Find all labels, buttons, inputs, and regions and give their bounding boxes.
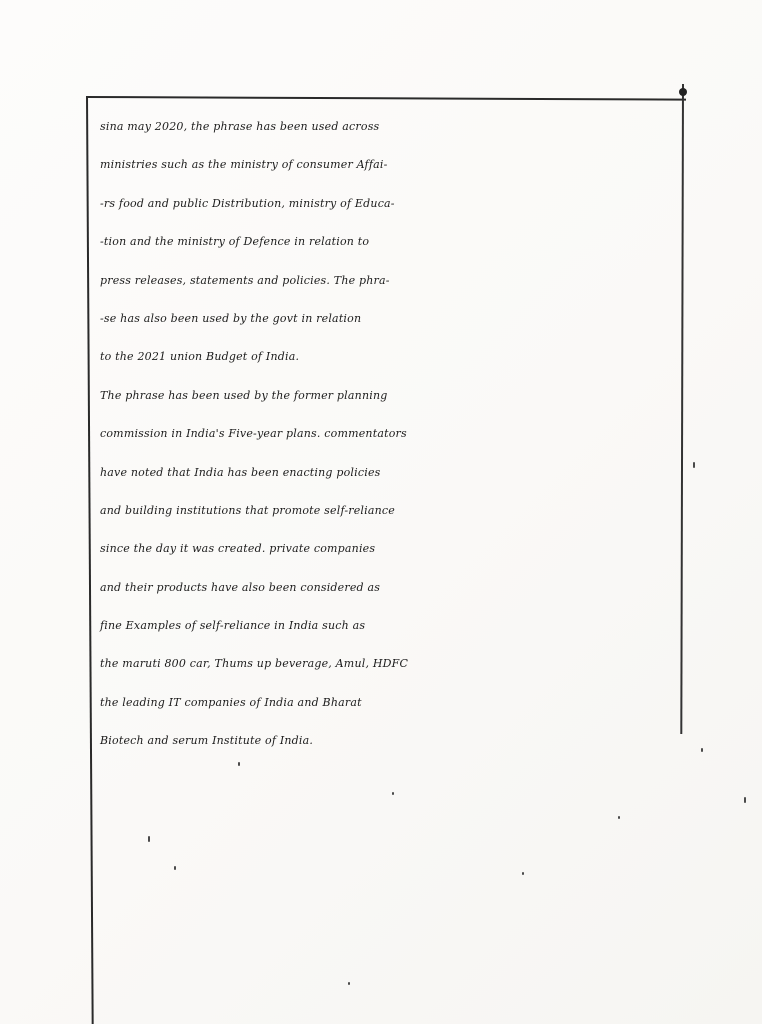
text-line: have noted that India has been enacting policies bbox=[100, 465, 381, 479]
text-line: and building institutions that promote self-reliance bbox=[100, 503, 395, 517]
ink-speck bbox=[744, 797, 746, 803]
text-line: to the 2021 union Budget of India. bbox=[100, 350, 300, 364]
ink-speck bbox=[701, 748, 703, 752]
ink-speck bbox=[392, 792, 394, 795]
text-line: the maruti 800 car, Thums up beverage, Amul, HDFC bbox=[100, 657, 409, 671]
text-line: Biotech and serum Institute of India. bbox=[100, 734, 314, 748]
text-line: since the day it was created. private companies bbox=[100, 542, 376, 556]
text-line: the leading IT companies of India and Bharat bbox=[100, 695, 362, 709]
ink-speck bbox=[348, 982, 350, 985]
text-line: -se has also been used by the govt in relation bbox=[100, 311, 362, 325]
text-line: -rs food and public Distribution, ministry of Educa- bbox=[100, 196, 395, 210]
text-line: commission in India's Five-year plans. commentators bbox=[100, 427, 407, 441]
ink-corner-mark bbox=[679, 88, 687, 96]
handwritten-text-block bbox=[100, 108, 690, 761]
paragraph-2 bbox=[100, 377, 690, 761]
paragraph-1 bbox=[100, 108, 690, 377]
text-line: press releases, statements and policies. The phra- bbox=[100, 273, 390, 287]
text-line: ministries such as the ministry of consumer Affai- bbox=[100, 158, 388, 172]
page-left-margin-rule bbox=[86, 96, 93, 1024]
text-line: sina may 2020, the phrase has been used across bbox=[100, 120, 380, 133]
ink-speck bbox=[174, 866, 176, 870]
text-line: and their products have also been considered as bbox=[100, 580, 381, 594]
ink-speck bbox=[238, 762, 240, 766]
page-top-rule bbox=[86, 96, 686, 100]
ink-speck bbox=[693, 462, 695, 468]
text-line: fine Examples of self-reliance in India such as bbox=[100, 619, 366, 633]
text-line: -tion and the ministry of Defence in relation to bbox=[100, 235, 370, 249]
ink-speck bbox=[522, 872, 524, 875]
ink-speck bbox=[618, 816, 620, 819]
text-line: The phrase has been used by the former planning bbox=[100, 388, 388, 402]
ink-speck bbox=[148, 836, 150, 842]
